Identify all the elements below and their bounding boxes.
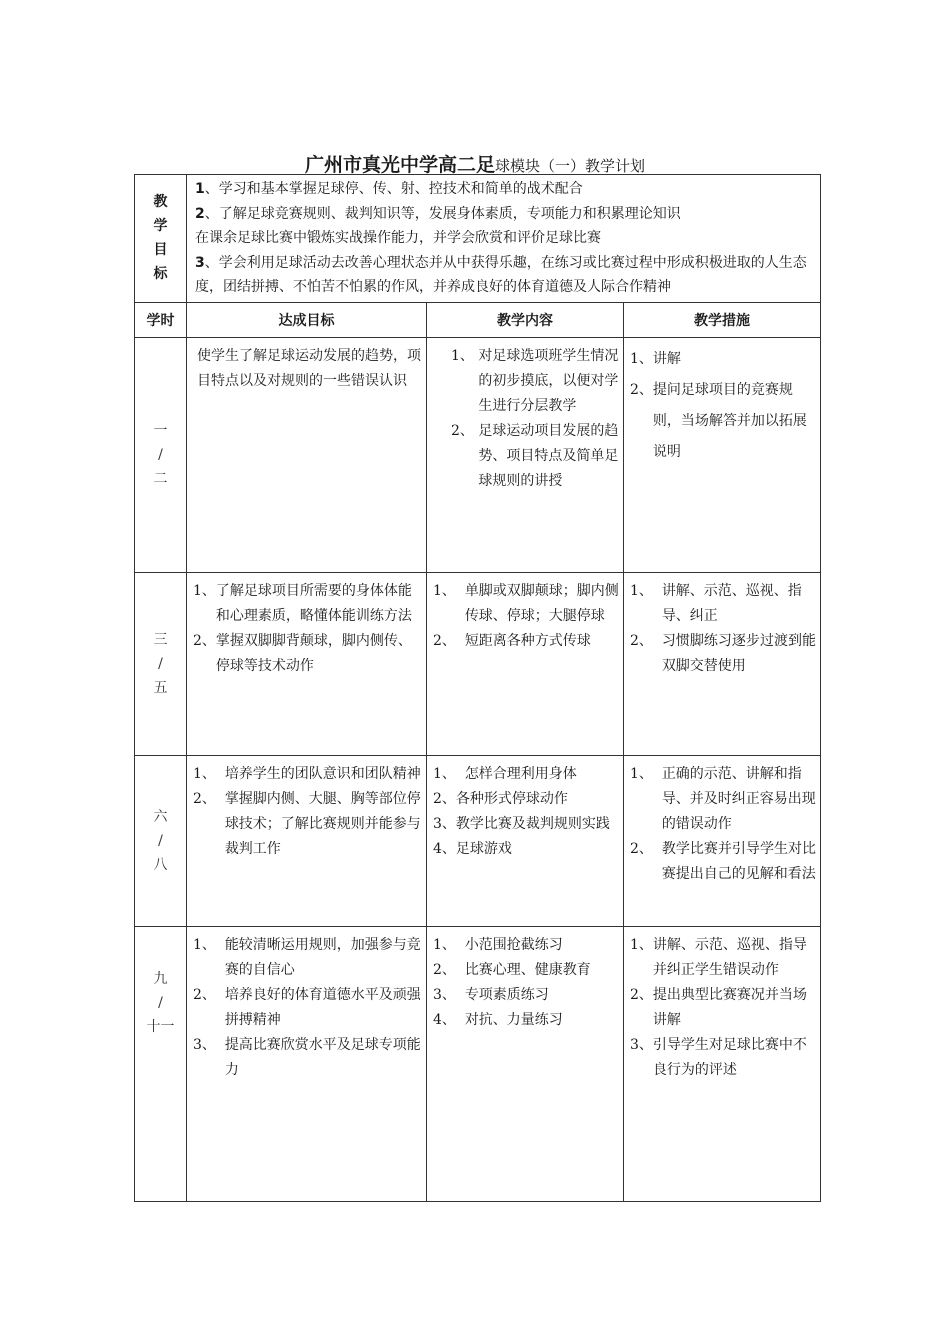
measures-cell — [624, 926, 821, 1201]
list-item: 1、 小范围抢截练习 — [433, 936, 563, 953]
header-content: 教学内容 — [427, 302, 624, 337]
content-cell — [427, 572, 624, 755]
measures-cell — [624, 572, 821, 755]
list-item: 1、 讲解、示范、巡视、指导、纠正 — [630, 582, 802, 624]
list-item: 2、 掌握双脚脚背颠球，脚内侧传、停球等技术动作 — [193, 632, 412, 674]
title-rest-part: 球模块（一）教学计划 — [495, 157, 646, 175]
goals-text — [187, 175, 821, 303]
list-item: 1、 正确的示范、讲解和指导、并及时纠正容易出现的错误动作 — [630, 765, 816, 832]
list-item: 2、 提出典型比赛赛况并当场讲解 — [630, 986, 807, 1028]
list-item: 4、 对抗、力量练习 — [433, 1011, 563, 1028]
list-item: 1、 怎样合理利用身体 — [433, 765, 577, 782]
goal-line: 在课余足球比赛中锻炼实战操作能力，并学会欣赏和评价足球比赛 — [195, 230, 601, 247]
list-item: 2、 教学比赛并引导学生对比赛提出自己的见解和看法 — [630, 840, 817, 882]
list-item: 3、 专项素质练习 — [433, 986, 549, 1003]
goal-line: 1、学习和基本掌握足球停、传、射、控技术和简单的战术配合 — [195, 181, 583, 197]
goals-label: 教 学 目 标 — [135, 175, 187, 303]
goal-line: 2、了解足球竞赛规则、裁判知识等，发展身体素质，专项能力和积累理论知识 — [195, 205, 681, 222]
list-item: 2、 培养良好的体育道德水平及顽强拼搏精神 — [193, 986, 421, 1028]
list-item: 2、 各种形式停球动作 — [433, 790, 568, 807]
measures-cell — [624, 755, 821, 926]
list-item: 2、 比赛心理、健康教育 — [433, 961, 591, 978]
list-item: 4、 足球游戏 — [433, 840, 512, 857]
target-cell — [187, 572, 427, 755]
list-item: 1、 对足球选项班学生情况的初步摸底，以便对学生进行分层教学 — [451, 347, 619, 414]
header-target: 达成目标 — [187, 302, 427, 337]
target-cell — [187, 337, 427, 572]
teaching-plan-table — [134, 174, 821, 1202]
measures-cell — [624, 337, 821, 572]
header-row — [135, 302, 821, 337]
table-row — [135, 926, 821, 1201]
list-item: 1、 能较清晰运用规则，加强参与竞赛的自信心 — [193, 936, 421, 978]
document-title — [0, 150, 950, 177]
content-cell — [427, 337, 624, 572]
list-item: 1、 了解足球项目所需要的身体体能和心理素质，略懂体能训练方法 — [193, 582, 412, 624]
goal-line: 3、学会利用足球活动去改善心理状态并从中获得乐趣，在练习或比赛过程中形成积极进取的人生态度，团结拼搏、不怕苦不怕累的作风，并养成良好的体育道德及人际合作精神 — [195, 254, 807, 296]
list-item: 使学生了解足球运动发展的趋势，项目特点以及对规则的一些错误认识 — [197, 347, 421, 389]
table-row — [135, 572, 821, 755]
list-item: 3、 提高比赛欣赏水平及足球专项能力 — [193, 1036, 421, 1078]
lesson-cell: 六 / 八 — [135, 755, 187, 926]
title-bold-part: 广州市真光中学高二足 — [304, 154, 495, 176]
header-measures: 教学措施 — [624, 302, 821, 337]
lesson-cell: 一 / 二 — [135, 337, 187, 572]
table-row — [135, 755, 821, 926]
target-cell — [187, 926, 427, 1201]
list-item: 3、教学比赛及裁判规则实践 — [433, 815, 610, 832]
list-item: 3、 引导学生对足球比赛中不良行为的评述 — [630, 1036, 807, 1078]
header-lesson: 学时 — [135, 302, 187, 337]
list-item: 1、 培养学生的团队意识和团队精神 — [193, 765, 421, 782]
content-cell — [427, 755, 624, 926]
list-item: 1、 讲解 — [630, 350, 681, 367]
list-item: 2、 足球运动项目发展的趋势、项目特点及简单足球规则的讲授 — [451, 422, 619, 489]
goals-row — [135, 175, 821, 303]
lesson-cell: 三 / 五 — [135, 572, 187, 755]
lesson-cell: 九 / 十一 — [135, 926, 187, 1201]
list-item: 2、 习惯脚练习逐步过渡到能双脚交替使用 — [630, 632, 817, 674]
target-cell — [187, 755, 427, 926]
list-item: 1、 单脚或双脚颠球；脚内侧传球、停球；大腿停球 — [433, 582, 619, 624]
table-row — [135, 337, 821, 572]
content-cell — [427, 926, 624, 1201]
list-item: 2、 短距离各种方式传球 — [433, 632, 591, 649]
list-item: 1、 讲解、示范、巡视、指导并纠正学生错误动作 — [630, 936, 807, 978]
list-item: 2、 掌握脚内侧、大腿、胸等部位停球技术；了解比赛规则并能参与裁判工作 — [193, 790, 421, 857]
list-item: 2、 提问足球项目的竞赛规则，当场解答并加以拓展说明 — [630, 381, 807, 460]
